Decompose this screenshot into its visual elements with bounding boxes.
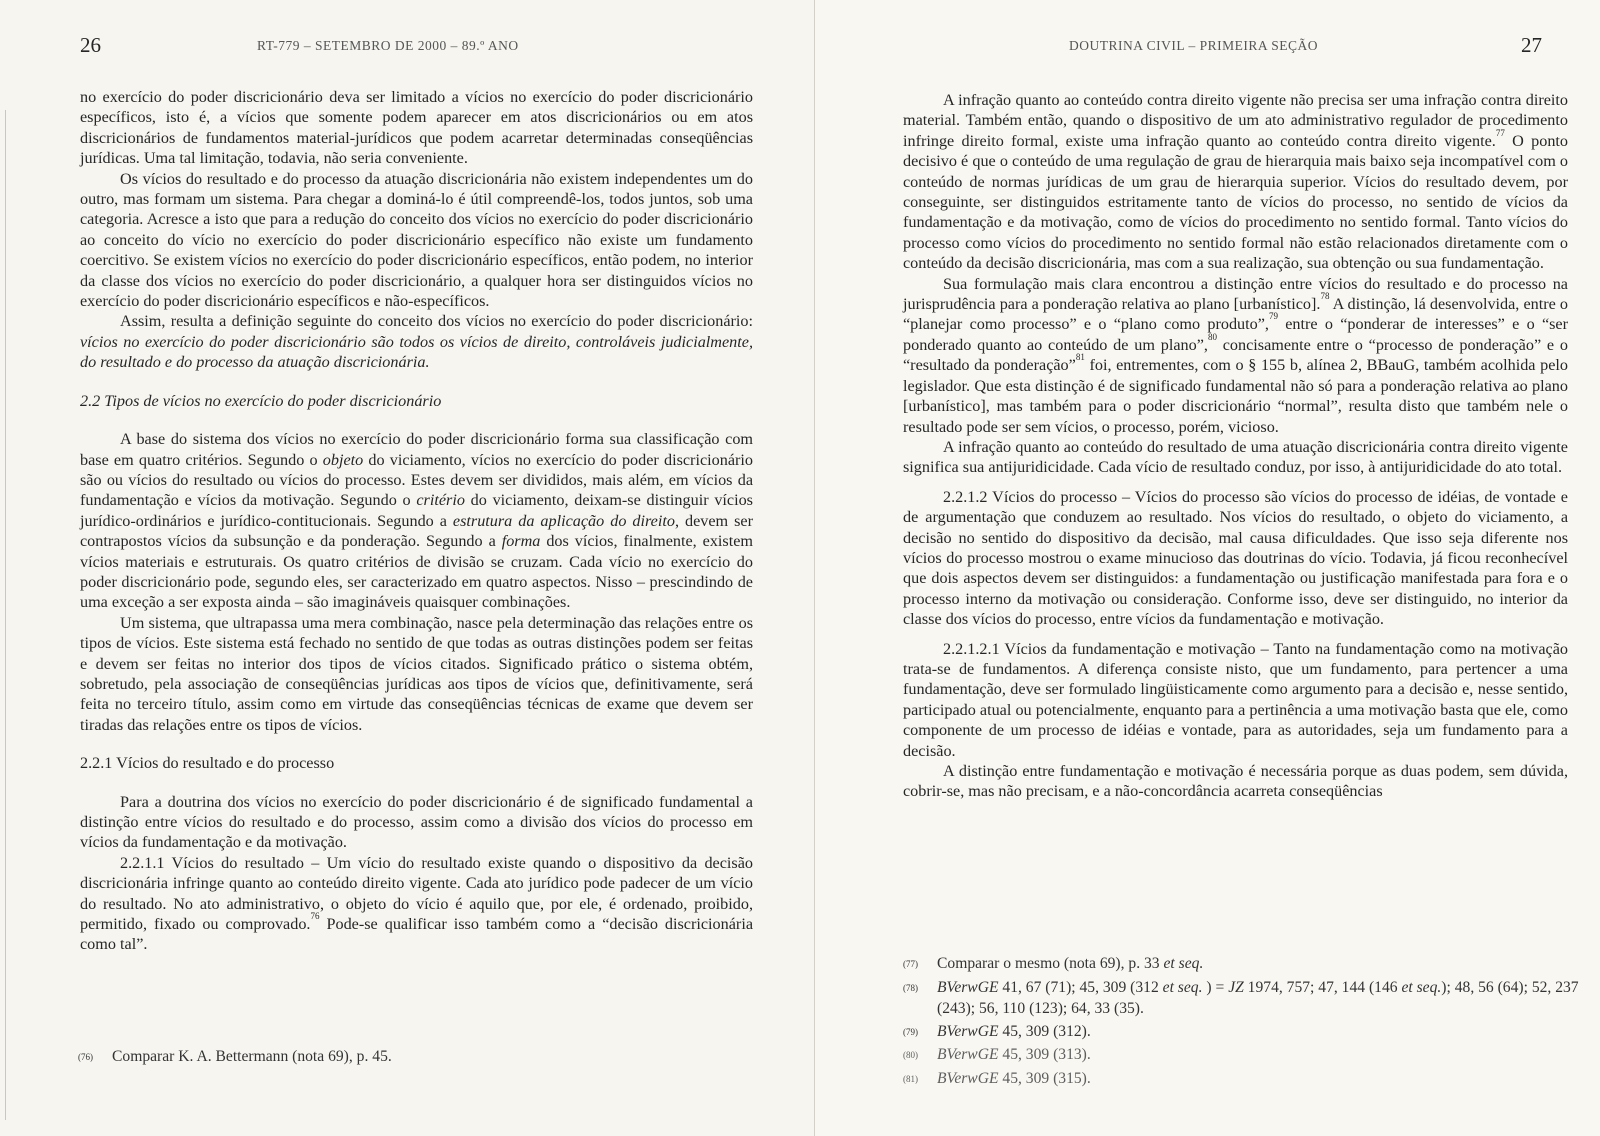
paragraph: Um sistema, que ultrapassa uma mera combinação, nasce pela determinação das relações entre os tipos de vícios. Este sistema está fechado no sentido de que todas as outras distinções podem ser feitas e devem ser feitas no interior dos tipos de vícios citados. Significado prático o sistema obtém, sobretudo, pela associação de conseqüências jurídicas aos tipos de vícios que, definitivamente, será feita no terceiro título, assim como em virtude das conseqüências técnicas de exame que devem ser tiradas das relações entre os tipos de vícios. (80, 613, 753, 734)
text-run: A base do sistema dos vícios no exercício do poder discricionário forma sua classificação com base em quatro critérios. Segundo o (80, 430, 753, 469)
paragraph-2-2-1-2-1: 2.2.1.2.1 Vícios da fundamentação e motivação – Tanto na fundamentação como na motivação trata-se de fundamentos. A diferença consiste nisto, que um fundamento, para pertencer a uma fundamentação, deve ser formulado lingüisticamente como argumento para a decisão e, nesse sentido, participado atual ou potencialmente, enquanto para a pertinência a uma motivação basta que ele, como componente de um processo de idéias e vontade, para as autoridades, seja um fundamento para a decisão. (903, 639, 1568, 760)
text-run: Pode-se qualificar isso também como a “decisão discricionária como tal”. (80, 915, 753, 954)
paragraph (903, 274, 1568, 437)
page-edge-line (5, 110, 6, 1120)
section-heading-2-2: 2.2 Tipos de vícios no exercício do poder discricionário (80, 391, 442, 410)
text-run: O ponto decisivo é que o conteúdo de uma regulação de grau de hierarquia mais baixo seja incompatível com o conteúdo de normas jurídicas de um grau de hierarquia superior. Vícios do resultado devem, por conseguinte, ser distinguidos estritamente tanto de vícios do processo, no sentido de vícios da fundamentação e da motivação, como de vícios do procedimento no sentido formal. Tanto vícios do processo como vícios do procedimento no sentido formal não estão relacionados diretamente com o conteúdo da decisão discricionária, mas com a sua realização, sua obtenção ou sua fundamentação. (903, 131, 1569, 273)
paragraph: A distinção entre fundamentação e motivação é necessária porque as duas podem, sem dúvida, cobrir-se, mas não precisam, e a não-concordância acarreta conseqüências (903, 762, 1568, 801)
text-run: Comparar o mesmo (nota 69), p. 33 (937, 955, 1164, 972)
text-run: A infração quanto ao conteúdo contra direito vigente não precisa ser uma infração contra direito material. Também então, quando o dispositivo de um ato administrativo regulador de procedimento infringe direito formal, existe uma infração quanto ao conteúdo contra direito vigente. (903, 91, 1568, 150)
italic-term: BVerwGE (937, 1069, 999, 1087)
text-run: 45, 309 (315). (998, 1069, 1091, 1087)
paragraph: A infração quanto ao conteúdo do resultado de uma atuação discricionária contra direito vigente significa sua antijuridicidade. Cada vício de resultado conduz, por isso, à antijuridicidade do ato total. (903, 437, 1568, 477)
right-footnotes (903, 953, 1583, 1091)
footnote-mark: (81) (903, 1073, 918, 1084)
text-run: 45, 309 (312). (998, 1022, 1091, 1040)
text-run: concisamente entre o “processo de ponderação” e o “resultado da ponderação” (903, 335, 1569, 375)
italic-term: et seq. (1162, 978, 1203, 996)
footnote-text (937, 1068, 1583, 1091)
page-number-right: 27 (1521, 33, 1542, 57)
left-text-column (80, 87, 753, 955)
italic-term: BVerwGE (937, 978, 999, 996)
paragraph-2-2-1-1 (80, 853, 753, 955)
text-run: Sua formulação mais clara encontrou a distinção entre vícios do resultado e do processo na jurisprudência para a ponderação relativa ao plano [urbanístico]. (903, 274, 1568, 314)
text-run: ) = (1202, 978, 1229, 996)
footnote-76 (78, 1046, 758, 1069)
paragraph (903, 90, 1568, 274)
paragraph: no exercício do poder discricionário deva ser limitado a vícios no exercício do poder discricionário específicos, isto é, a vícios que somente podem aparecer em atos discricionários ou em atos discricionários de fundamentos material-jurídicos que podem acarretar determinadas conseqüências jurídicas. Uma tal limitação, todavia, não seria conveniente. (80, 88, 753, 168)
right-text-column (903, 90, 1568, 802)
text-run: foi, entrementes, com o § 155 b, alínea 2, BBauG, também acolhida pelo legislador. Que esta distinção é de significado fundamental não só para a ponderação relativa ao plano [urbanístico], mas também para o poder discricionário “normal”, resulta disto que também nele o resultado pode ser sem vícios, o processo, porém, vicioso. (903, 356, 1568, 436)
italic-term: critério (416, 491, 465, 510)
running-head-right: DOUTRINA CIVIL – PRIMEIRA SEÇÃO (1069, 38, 1319, 53)
right-page (815, 0, 1600, 1136)
section-heading-2-2-1: 2.2.1 Vícios do resultado e do processo (80, 754, 335, 773)
paragraph: Os vícios do resultado e do processo da atuação discricionária não existem independentes um do outro, mas formam um sistema. Para chegar a dominá-lo é útil compreendê-los, todos juntos, sob uma categoria. Acresce a isto que para a redução do conceito dos vícios no exercício do poder discricionário ao conceito do vício no exercício do poder discricionário específico não existe um fundamento coercitivo. Se existem vícios no exercício do poder discricionário específicos, então podem, no interior da classe dos vícios no exercício do poder discricionário, a qualquer hora ser distinguidos vícios no exercício do poder discricionário específicos e não-específicos. (80, 169, 753, 311)
footnote-ref: 79 (1268, 311, 1278, 322)
italic-term: forma (501, 532, 541, 551)
text-run: 1974, 757; 47, 144 (146 (1243, 978, 1402, 996)
footnote-79 (903, 1021, 1583, 1044)
left-footnotes (78, 1046, 758, 1070)
italic-term: BVerwGE (937, 1022, 999, 1040)
italic-term: JZ (1228, 978, 1244, 996)
text-run: ); 48, 56 (64); 52, 237 (243); 56, 110 (123); 64, 33 (35). (937, 978, 1579, 1017)
footnote-ref: 77 (1495, 127, 1505, 138)
running-head-left: RT-779 – SETEMBRO DE 2000 – 89.º ANO (257, 38, 519, 53)
footnote-text (937, 1021, 1583, 1044)
italic-term: objeto (322, 450, 364, 469)
footnote-80 (903, 1044, 1583, 1067)
text-run: 41, 67 (71); 45, 309 (312 (998, 978, 1163, 996)
footnote-81 (903, 1068, 1583, 1091)
text-run: , devem ser contrapostos vícios da subsunção e da ponderação. Segundo a (80, 511, 753, 551)
italic-term: BVerwGE (937, 1046, 999, 1063)
text-run: Assim, resulta a definição seguinte do conceito dos vícios no exercício do poder discricionário: (120, 312, 753, 331)
footnote-text: Comparar K. A. Bettermann (nota 69), p. 45. (112, 1048, 392, 1065)
italic-term: et seq. (1163, 955, 1204, 972)
paragraph-2-2-1-2: 2.2.1.2 Vícios do processo – Vícios do processo são vícios do processo de idéias, de vontade e de argumentação que conduzem ao resultado. Nos vícios do resultado, o objeto do viciamento, a decisão no sentido do dispositivo da decisão, mal causa dificuldades. Que isso seja diferente nos vícios do processo mostrou o exame minucioso das doutrinas do vício. Todavia, já ficou reconhecível que dois aspectos devem ser distinguidos: a fundamentação ou justificação manifestada para fora e o processo interno da motivação ou consideração. Conforme isso, deve ser distinguido, no interior da classe dos vícios do processo, entre vícios da fundamentação e motivação. (903, 487, 1568, 629)
paragraph-definition (80, 311, 753, 372)
footnote-mark: (80) (903, 1050, 918, 1060)
definition-italic: vícios no exercício do poder discricionário são todos os vícios de direito, controláveis judicialmente, do resultado e do processo da atuação discricionária. (80, 332, 753, 372)
paragraph: Para a doutrina dos vícios no exercício do poder discricionário é de significado fundamental a distinção entre vícios do resultado e do processo, assim como a divisão dos vícios do processo em vícios da fundamentação e da motivação. (80, 792, 753, 852)
footnote-ref: 78 (1320, 291, 1330, 302)
text-run: 45, 309 (313). (998, 1046, 1091, 1063)
footnote-text (937, 977, 1583, 1020)
text-run: do viciamento, vícios no exercício do poder discricionário são ou vícios do resultado ou vícios do processo. Estes devem ser divididos, mais além, em vícios da fundamentação e vícios da motivação. Segundo o (80, 450, 753, 510)
footnote-77 (903, 953, 1583, 976)
text-run: entre o “ponderar de interesses” e o “ser ponderado quanto ao conteúdo de um plano”, (903, 315, 1568, 354)
text-run: A distinção, lá desenvolvida, entre o “planejar como processo” e o “plano como produto”, (903, 295, 1568, 334)
footnote-text (937, 953, 1583, 976)
footnote-text (937, 1044, 1583, 1067)
paragraph-criteria (80, 429, 753, 613)
italic-term: estrutura da aplicação do direito (452, 511, 675, 530)
footnote-ref: 80 (1207, 331, 1217, 342)
text-run: 2.2.1.1 Vícios do resultado – Um vício do resultado existe quando o dispositivo da decisão discricionária infringe quanto ao conteúdo direito vigente. Cada ato jurídico pode padecer de um vício do resultado. No ato administrativo, o objeto do vício é aquilo que, por ele, é ordenado, proibido, permitido, fixado ou comprovado. (80, 853, 753, 934)
text-run: dos vícios, finalmente, existem vícios materiais e estruturais. Os quatro critérios de divisão se cruzam. Cada vício no exercício do poder discricionário pode, segundo eles, ser caracterizado em quatro aspectos. Nisso – prescindindo de uma exceção a ser exposta ainda – são imagináveis quaisquer combinações. (80, 532, 754, 612)
page-number-left: 26 (80, 33, 101, 57)
footnote-mark: (76) (78, 1052, 93, 1062)
footnote-mark: (78) (903, 982, 918, 993)
text-run: do viciamento, deixam-se distinguir vícios jurídico-ordinários e jurídico-contitucionais. Segundo a (80, 491, 753, 530)
footnote-78 (903, 977, 1583, 1020)
footnote-ref: 76 (310, 911, 320, 922)
footnote-mark: (79) (903, 1026, 918, 1037)
italic-term: et seq. (1401, 978, 1442, 996)
footnote-mark: (77) (903, 959, 918, 969)
footnote-ref: 81 (1075, 352, 1085, 363)
